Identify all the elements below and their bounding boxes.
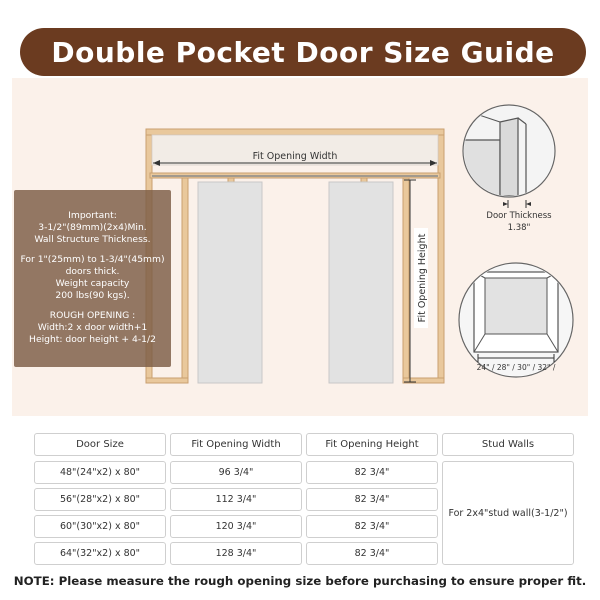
table-cell: 82 3/4" bbox=[306, 515, 438, 538]
door-thickness-label: Door Thickness bbox=[486, 211, 552, 221]
table-header-fit-opening-width: Fit Opening Width bbox=[170, 433, 302, 456]
table-cell: 82 3/4" bbox=[306, 461, 438, 484]
table-cell: 120 3/4" bbox=[170, 515, 302, 538]
important-block: Important: 3-1/2"(89mm)(2x4)Min. Wall Structure Thickness. bbox=[34, 210, 151, 245]
door-thickness-value: 1.38" bbox=[507, 223, 531, 233]
table-cell: 82 3/4" bbox=[306, 488, 438, 511]
installation-info-box bbox=[14, 190, 171, 367]
table-cell: 128 3/4" bbox=[170, 542, 302, 565]
table-header-door-size: Door Size bbox=[34, 433, 166, 456]
table-header-stud-walls: Stud Walls bbox=[442, 433, 574, 456]
stud-walls-cell: For 2x4"stud wall(3-1/2") bbox=[442, 461, 574, 565]
door-thickness-block: For 1"(25mm) to 1-3/4"(45mm) doors thick. Weight capacity 200 lbs(90 kgs). bbox=[20, 254, 165, 301]
table-cell: 82 3/4" bbox=[306, 542, 438, 565]
table-cell: 56"(28"x2) x 80" bbox=[34, 488, 166, 511]
table-cell: 60"(30"x2) x 80" bbox=[34, 515, 166, 538]
table-cell: 96 3/4" bbox=[170, 461, 302, 484]
measurement-note: NOTE: Please measure the rough opening size before purchasing to ensure proper fit. bbox=[13, 574, 587, 588]
door-width-options: 24" / 28" / 30" / 32" / bbox=[476, 363, 556, 372]
rough-opening-block: ROUGH OPENING : Width:2 x door width+1 Height: door height + 4-1/2 bbox=[29, 310, 156, 345]
table-cell: 64"(32"x2) x 80" bbox=[34, 542, 166, 565]
fit-opening-width-label: Fit Opening Width bbox=[252, 151, 338, 162]
table-cell: 48"(24"x2) x 80" bbox=[34, 461, 166, 484]
page-title: Double Pocket Door Size Guide bbox=[51, 35, 555, 69]
fit-opening-height-label: Fit Opening Height bbox=[417, 233, 428, 323]
table-header-fit-opening-height: Fit Opening Height bbox=[306, 433, 438, 456]
table-cell: 112 3/4" bbox=[170, 488, 302, 511]
